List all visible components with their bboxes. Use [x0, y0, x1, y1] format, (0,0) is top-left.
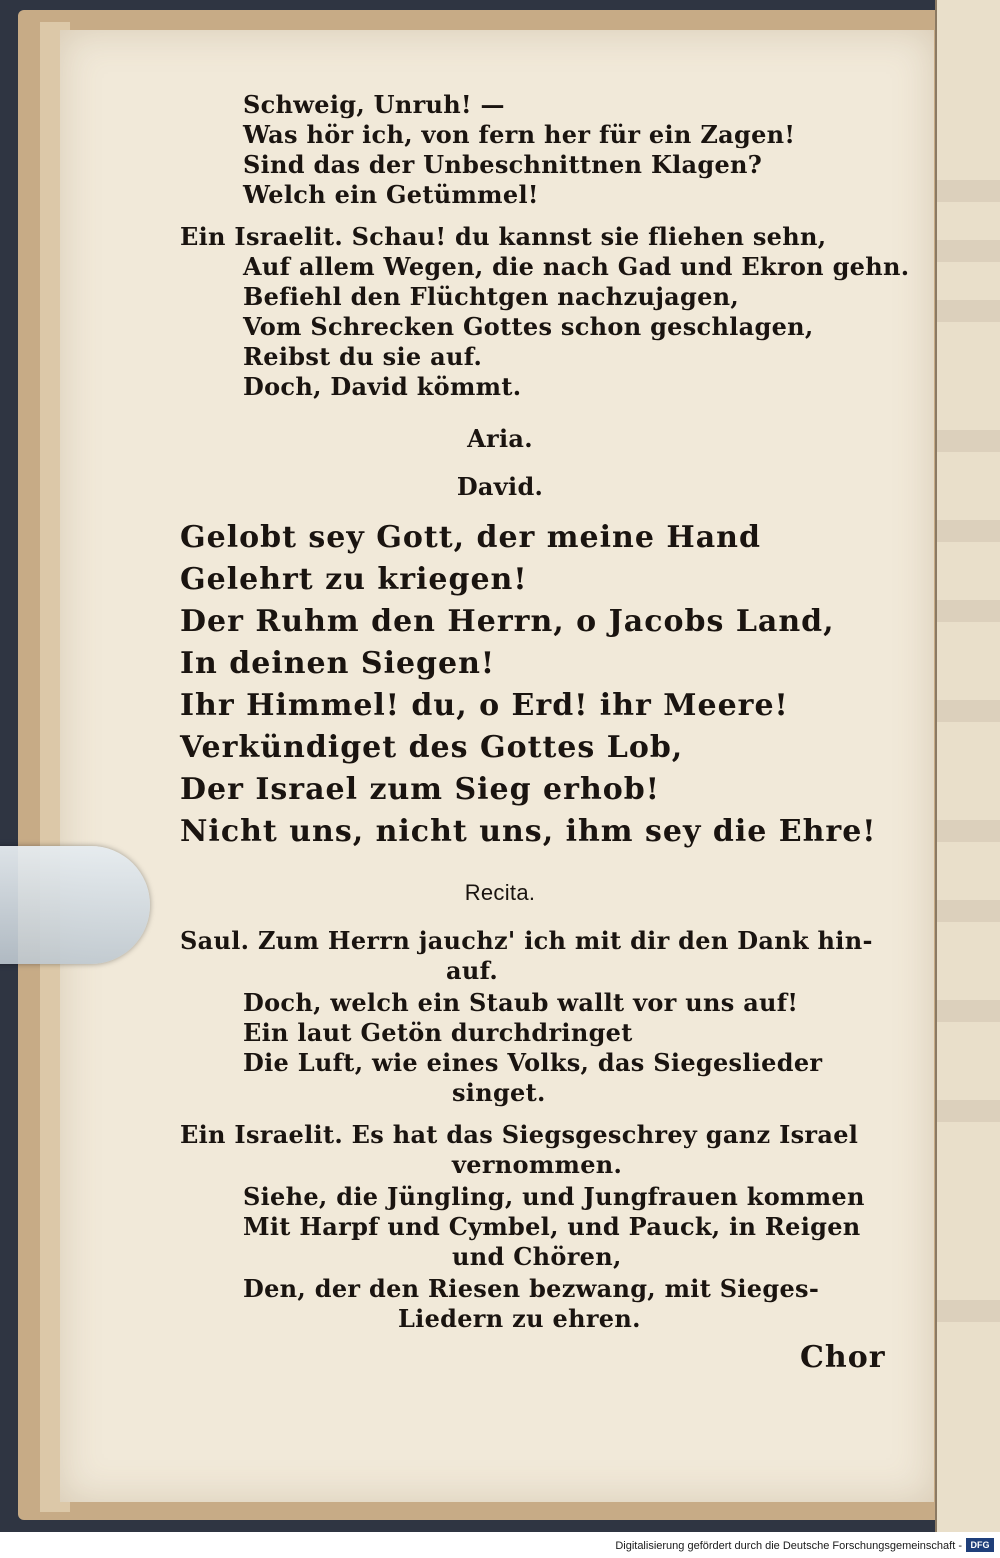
- aria-line: Gelehrt zu kriegen!: [180, 562, 528, 597]
- section-heading: Aria.: [467, 424, 533, 453]
- speaker-heading: David.: [456, 472, 544, 501]
- aria-line: Der Israel zum Sieg erhob!: [180, 772, 660, 807]
- footer-credit: Digitalisierung gefördert durch die Deutsche Forschungsgemeinschaft -: [615, 1540, 962, 1552]
- text-line: Welch ein Getümmel!: [243, 180, 539, 209]
- aria-line: In deinen Siegen!: [180, 646, 496, 681]
- text-line: Saul. Zum Herrn jauchz' ich mit dir den Dank hin-: [180, 926, 873, 955]
- text-line: Ein laut Getön durchdringet: [243, 1018, 633, 1047]
- text-line: Schweig, Unruh! —: [243, 90, 505, 119]
- aria-line: Verkündiget des Gottes Lob,: [180, 730, 684, 765]
- aria-line: Nicht uns, nicht uns, ihm sey die Ehre!: [180, 814, 877, 849]
- aria-line: Gelobt sey Gott, der meine Hand: [180, 520, 761, 555]
- catchword: Chor: [800, 1340, 886, 1375]
- text-line: Den, der den Riesen bezwang, mit Sieges-: [243, 1274, 820, 1303]
- section-heading: Recita.: [464, 880, 536, 905]
- aria-line: Ihr Himmel! du, o Erd! ihr Meere!: [180, 688, 789, 723]
- text-line: Ein Israelit. Es hat das Siegsgeschrey ganz Israel: [180, 1120, 859, 1149]
- text-line: Siehe, die Jüngling, und Jungfrauen kommen: [243, 1182, 865, 1211]
- aria-line: Der Ruhm den Herrn, o Jacobs Land,: [180, 604, 835, 639]
- text-line: Reibst du sie auf.: [243, 342, 483, 371]
- text-line: Auf allem Wegen, die nach Gad und Ekron gehn.: [243, 252, 910, 281]
- text-line: auf.: [446, 956, 499, 985]
- text-line: Was hör ich, von fern her für ein Zagen!: [243, 120, 796, 149]
- text-line: Befiehl den Flüchtgen nachzujagen,: [243, 282, 740, 311]
- text-line: vernommen.: [452, 1150, 623, 1179]
- text-line: Vom Schrecken Gottes schon geschlagen,: [243, 312, 814, 341]
- text-line: Die Luft, wie eines Volks, das Siegeslieder: [243, 1048, 823, 1077]
- dfg-logo: DFG: [966, 1538, 994, 1552]
- text-line: Sind das der Unbeschnittnen Klagen?: [243, 150, 763, 179]
- text-line: Liedern zu ehren.: [398, 1304, 641, 1333]
- text-line: Ein Israelit. Schau! du kannst sie fliehen sehn,: [180, 222, 827, 251]
- text-line: und Chören,: [452, 1242, 622, 1271]
- text-line: Doch, welch ein Staub wallt vor uns auf!: [243, 988, 799, 1017]
- text-line: Doch, David kömmt.: [243, 372, 522, 401]
- footer-bar: [0, 1532, 1000, 1558]
- text-line: singet.: [452, 1078, 546, 1107]
- text-line: Mit Harpf und Cymbel, und Pauck, in Reigen: [243, 1212, 861, 1241]
